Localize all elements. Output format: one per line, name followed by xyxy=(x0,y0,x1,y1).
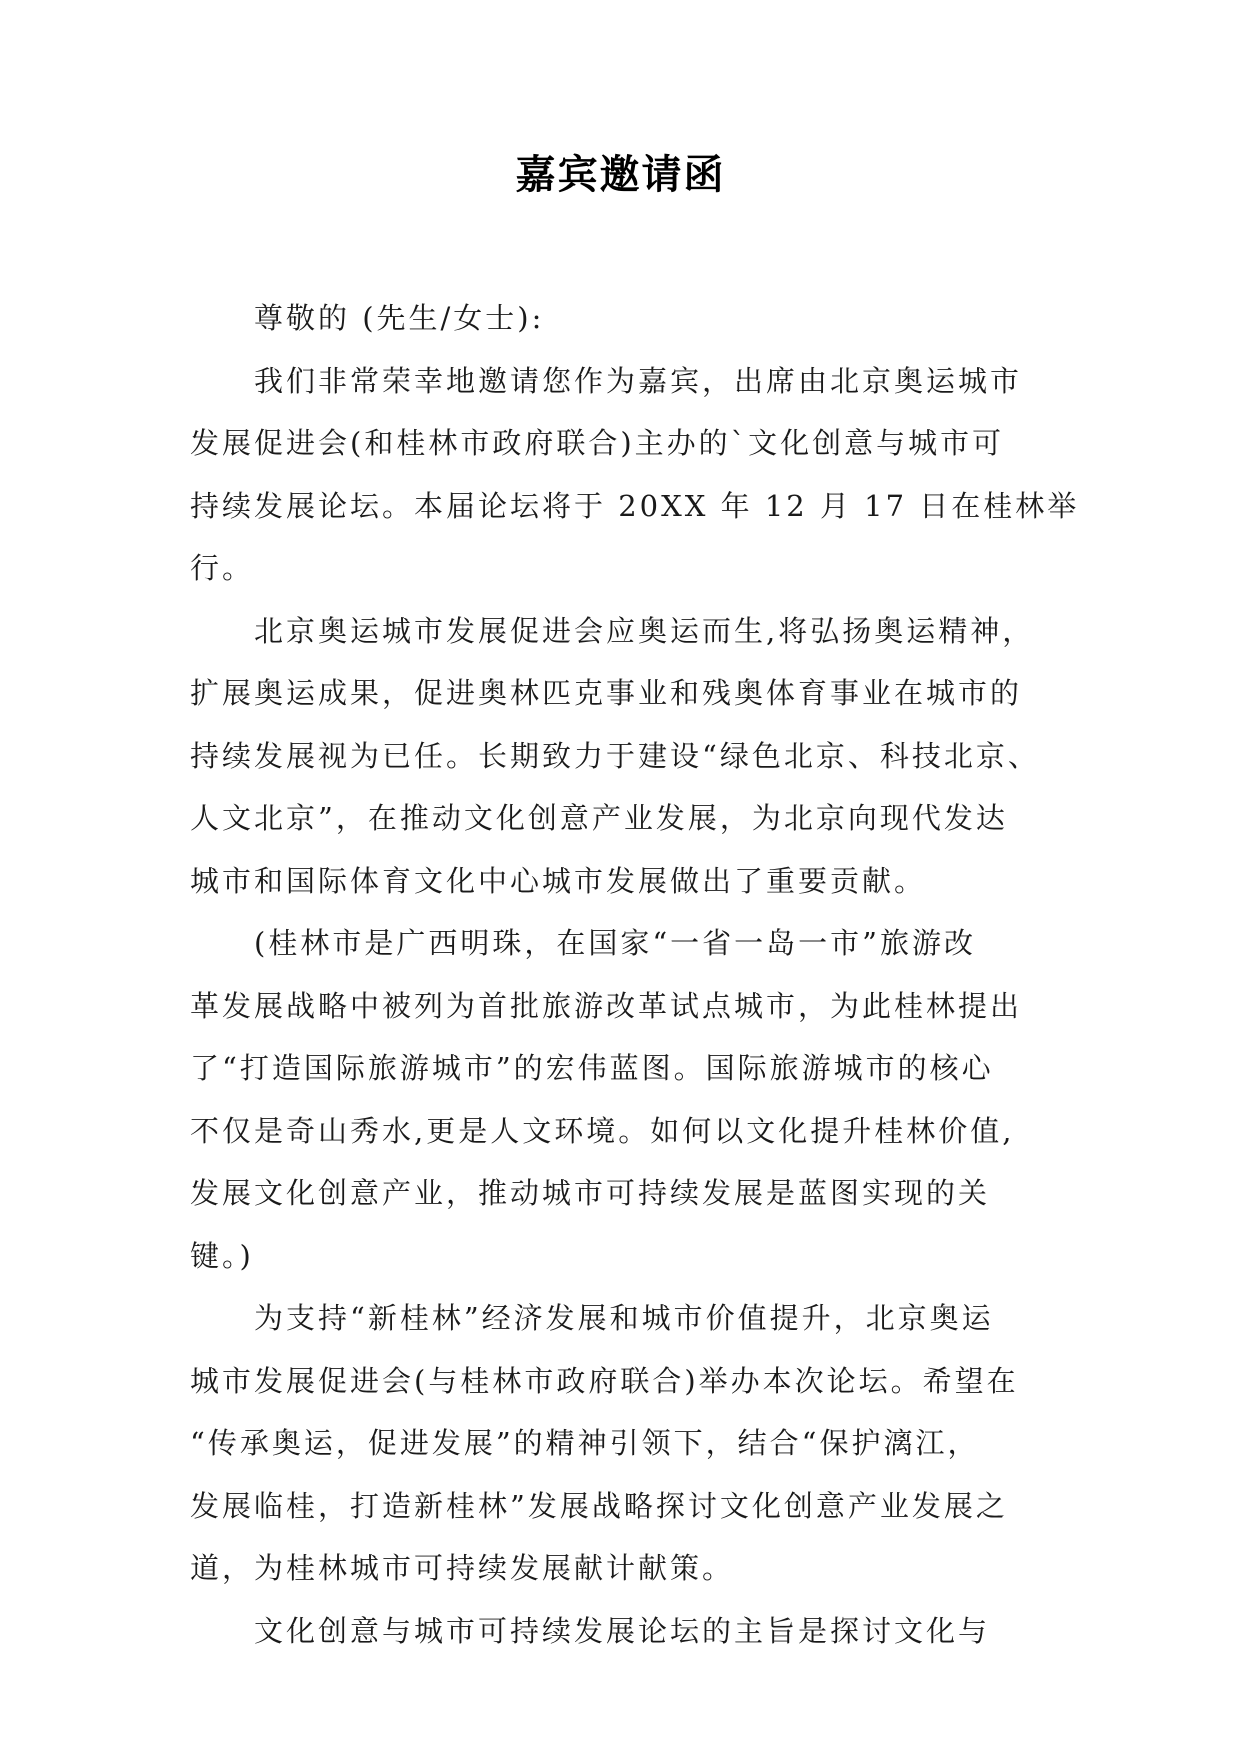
text-line: 扩展奥运成果，促进奥林匹克事业和残奥体育事业在城市的 xyxy=(190,676,1023,710)
text-line: 发展临桂，打造新桂林”发展战略探讨文化创意产业发展之 xyxy=(190,1488,1008,1523)
document-title: 嘉宾邀请函 xyxy=(515,151,726,198)
text-line: 持续发展视为已任。长期致力于建设“绿色北京、科技北京、 xyxy=(190,738,1040,773)
text-line: 城市发展促进会(与桂林市政府联合)举办本次论坛。希望在 xyxy=(190,1363,1019,1398)
text-line: 键。) xyxy=(190,1238,254,1273)
text-line: 城市和国际体育文化中心城市发展做出了重要贡献。 xyxy=(190,863,927,898)
paragraph-beijing-association xyxy=(190,600,1070,913)
paragraph-guilin xyxy=(190,912,1070,1287)
text-line: 我们非常荣幸地邀请您作为嘉宾，出席由北京奥运城市 xyxy=(254,363,1023,398)
text-line: 行。 xyxy=(190,551,255,585)
paragraph-forum-theme xyxy=(190,1600,1070,1663)
text-line: 发展文化创意产业，推动城市可持续发展是蓝图实现的关 xyxy=(190,1176,991,1210)
text-line: 北京奥运城市发展促进会应奥运而生,将弘扬奥运精神， xyxy=(254,613,1035,648)
text-line: 发展促进会(和桂林市政府联合)主办的`文化创意与城市可 xyxy=(190,426,1005,460)
text-line: (桂林市是广西明珠，在国家“一省一岛一市”旅游改 xyxy=(254,926,976,960)
text-line: 持续发展论坛。本届论坛将于 20XX 年 12 月 17 日在桂林举 xyxy=(190,488,1080,523)
text-line: 道，为桂林城市可持续发展献计献策。 xyxy=(190,1551,735,1585)
text-line: “传承奥运，促进发展”的精神引领下，结合“保护漓江， xyxy=(190,1426,980,1460)
text-line: 文化创意与城市可持续发展论坛的主旨是探讨文化与 xyxy=(254,1613,991,1648)
text-line: 尊敬的 (先生/女士): xyxy=(254,301,545,335)
paragraph-forum-purpose xyxy=(190,1287,1070,1600)
text-line: 人文北京”，在推动文化创意产业发展，为北京向现代发达 xyxy=(190,801,1008,835)
salutation xyxy=(190,287,1070,350)
text-line: 革发展战略中被列为首批旅游改革试点城市，为此桂林提出 xyxy=(190,988,1023,1023)
text-line: 了“打造国际旅游城市”的宏伟蓝图。国际旅游城市的核心 xyxy=(190,1051,994,1085)
document-body xyxy=(190,287,1080,1662)
paragraph-invitation xyxy=(190,350,1080,600)
text-line: 不仅是奇山秀水,更是人文环境。如何以文化提升桂林价值, xyxy=(190,1113,1015,1148)
text-line: 为支持“新桂林”经济发展和城市价值提升，北京奥运 xyxy=(254,1301,994,1335)
